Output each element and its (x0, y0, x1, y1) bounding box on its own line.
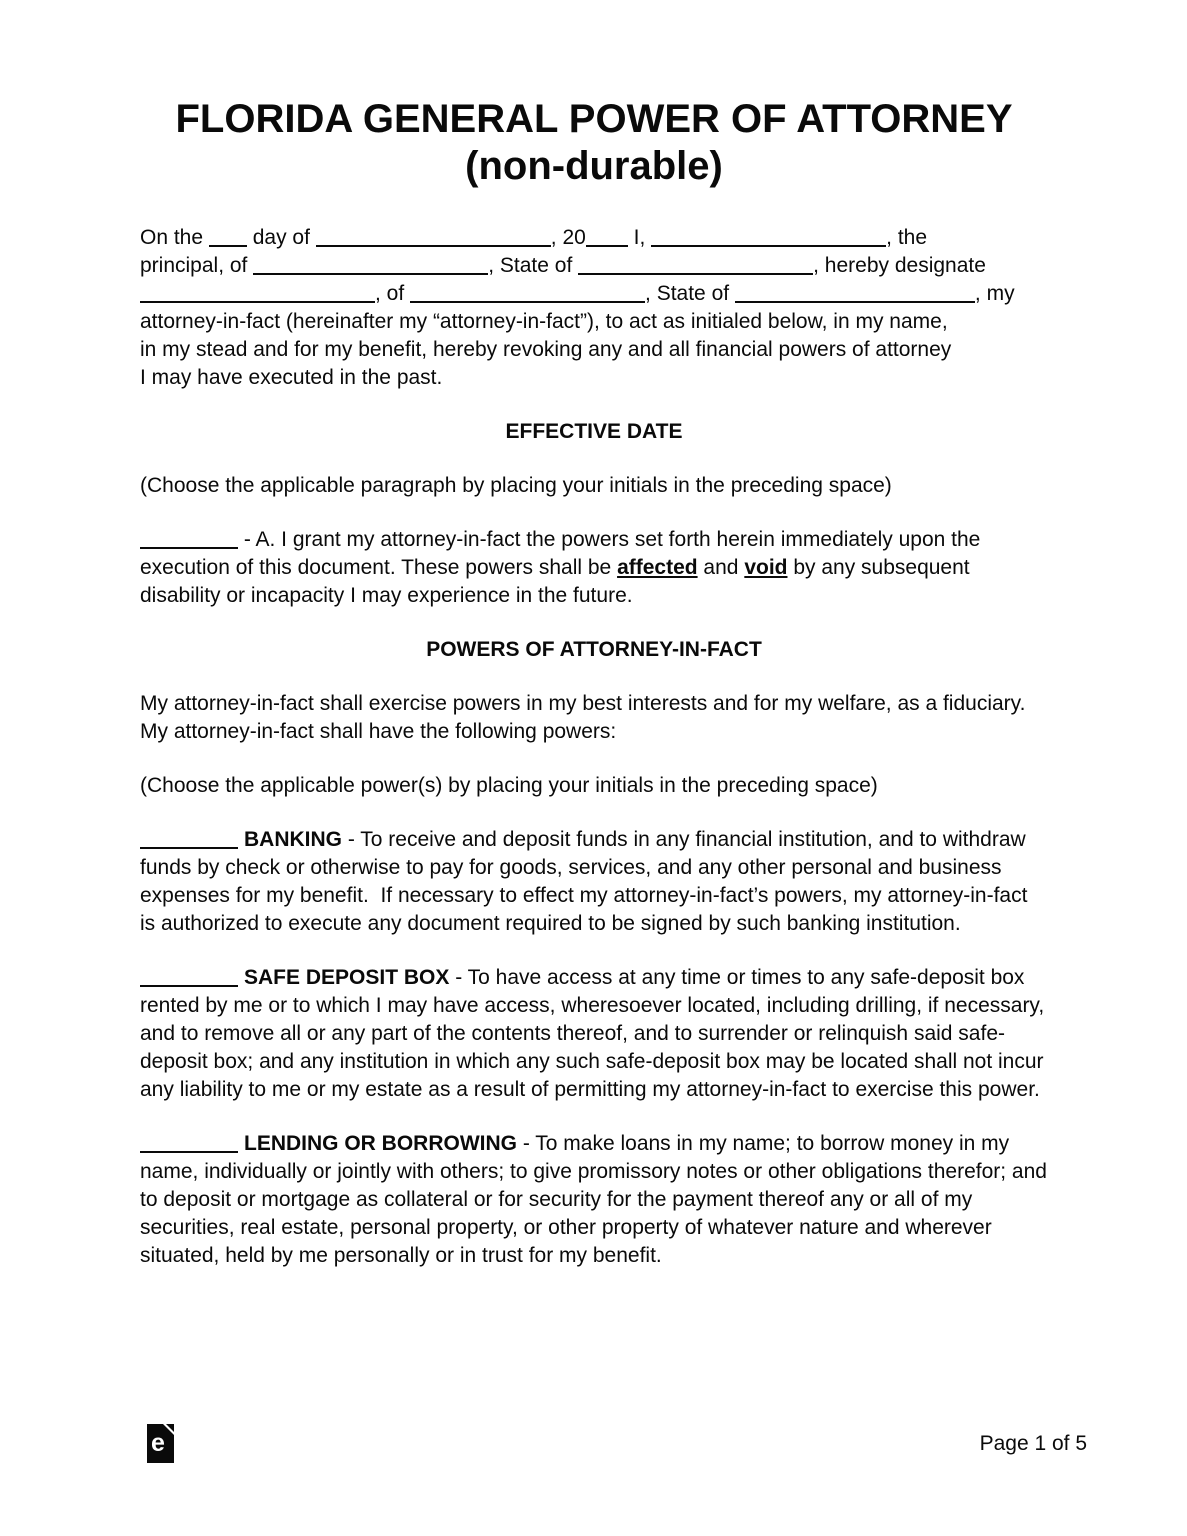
intro-text: , my (974, 282, 1015, 305)
page-number: Page 1 of 5 (979, 1431, 1087, 1455)
void-emphasis: void (744, 556, 788, 579)
eforms-logo-letter: e (151, 1429, 165, 1457)
paragraph-a-text: - A. I grant my attorney-in-fact the powers set forth herein immediately upon the execution of this document. These powers shall be (140, 528, 981, 579)
power-description: - To receive and deposit funds in any financial institution, and to withdraw funds by check or otherwise to pay for goods, services, and any other personal and business expenses for my benefit. If necessary to effect my attorney-in-fact’s powers, my attorney-in-fact is authorized to execute any document required to be signed by such banking institution. (140, 828, 1028, 935)
intro-text: day of (246, 226, 316, 249)
blank-year (586, 244, 628, 247)
power-name: LENDING OR BORROWING (244, 1132, 517, 1155)
blank-initials-effective-date (140, 546, 238, 549)
blank-initials-lending-or-borrowing (140, 1150, 238, 1153)
affected-emphasis: affected (617, 556, 698, 579)
intro-text: , hereby designate (813, 254, 986, 277)
powers-instruction: (Choose the applicable power(s) by placing your initials in the preceding space) (140, 774, 878, 797)
intro-text: , State of (645, 282, 735, 305)
blank-principal-state (578, 272, 813, 275)
blank-agent-city (410, 300, 645, 303)
blank-day (209, 244, 247, 247)
intro-text: , State of (488, 254, 579, 277)
blank-initials-banking (140, 846, 238, 849)
powers-intro-paragraph: My attorney-in-fact shall exercise powers in my best interests and for my welfare, as a fiduciary. My attorney-in-fact shall have the following powers: (140, 692, 1026, 743)
paragraph-a-text: by any subsequent disability or incapacity I may experience in the future. (140, 556, 970, 607)
section-heading-powers: POWERS OF ATTORNEY-IN-FACT (426, 638, 762, 661)
blank-principal-city (253, 272, 488, 275)
blank-agent-name (140, 300, 375, 303)
eforms-logo (147, 1424, 174, 1463)
blank-initials-safe-deposit-box (140, 984, 238, 987)
power-item-safe-deposit-box (140, 964, 1048, 1104)
power-item-lending-or-borrowing (140, 1130, 1048, 1270)
power-description: - To make loans in my name; to borrow money in my name, individually or jointly with others; to give promissory notes or other obligations therefor; and to deposit or mortgage as collateral or for security for the payment thereof any or all of my securities, real estate, personal property, or other property of whatever nature and wherever situated, held by me personally or in trust for my benefit. (140, 1132, 1047, 1267)
power-description: - To have access at any time or times to any safe-deposit box rented by me or to which I may have access, wheresoever located, including drilling, if necessary, and to remove all or any part of the contents thereof, and to surrender or relinquish said safe-deposit box; and any institution in which any such safe-deposit box may be located shall not incur any liability to me or my estate as a result of permitting my attorney-in-fact to exercise this power. (140, 966, 1045, 1101)
page-footer (147, 1424, 1087, 1463)
title-main: FLORIDA GENERAL POWER OF ATTORNEY (175, 97, 1013, 141)
blank-month (316, 244, 551, 247)
intro-paragraph (140, 224, 1048, 392)
intro-text: I, (627, 226, 652, 249)
intro-text: attorney-in-fact (hereinafter my “attorney-in-fact”), to act as initialed below, in my name, (140, 310, 948, 333)
blank-agent-state (735, 300, 975, 303)
effective-date-paragraph-a (140, 526, 1048, 610)
effective-date-instruction: (Choose the applicable paragraph by placing your initials in the preceding space) (140, 474, 892, 497)
intro-text: On the (140, 226, 209, 249)
intro-text: , of (375, 282, 411, 305)
power-name: BANKING (244, 828, 342, 851)
page-title (140, 96, 1048, 190)
intro-text: , the (886, 226, 928, 249)
power-name: SAFE DEPOSIT BOX (244, 966, 450, 989)
title-sub: (non-durable) (465, 144, 723, 188)
intro-text: in my stead and for my benefit, hereby revoking any and all financial powers of attorney (140, 338, 952, 361)
paragraph-a-text: and (697, 556, 745, 579)
intro-text: , 20 (550, 226, 586, 249)
intro-text: I may have executed in the past. (140, 366, 443, 389)
blank-principal-name (651, 244, 886, 247)
power-item-banking (140, 826, 1048, 938)
section-heading-effective-date: EFFECTIVE DATE (505, 420, 683, 443)
intro-text: principal, of (140, 254, 254, 277)
